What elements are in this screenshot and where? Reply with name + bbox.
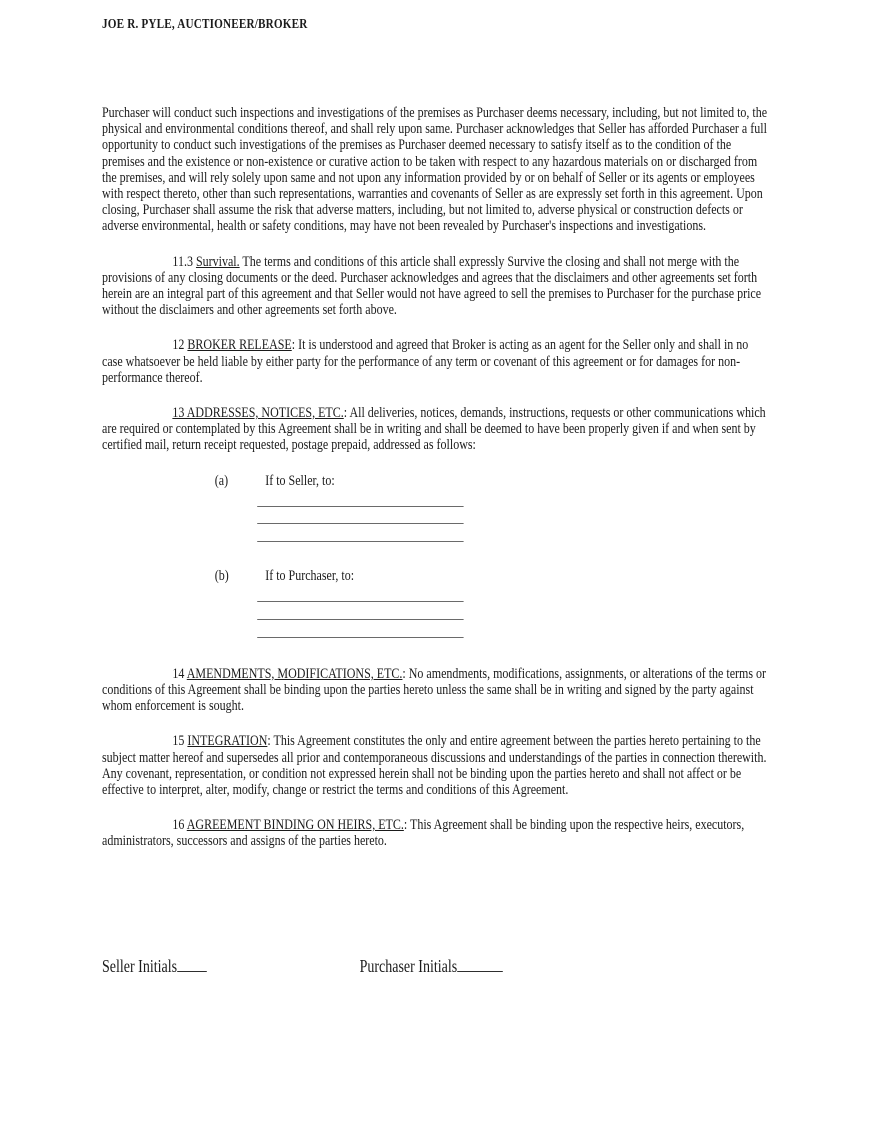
section-survival: [102, 254, 768, 319]
section-body: This Agreement shall be binding upon the respective heirs, executors, administrators, successors and assigns of the parties hereto.: [102, 817, 745, 850]
section-addresses-notices: [102, 405, 768, 454]
address-blank-line: [257, 489, 463, 507]
notice-text-purchaser: If to Purchaser, to:: [265, 568, 355, 585]
section-number: 11.3: [172, 253, 196, 270]
section-separator: :: [291, 337, 296, 354]
section-number: 12: [172, 337, 188, 354]
address-blank-line: [257, 507, 463, 525]
section-number: 14: [172, 665, 187, 682]
section-separator: :: [403, 817, 408, 834]
purchaser-initials-blank: [457, 956, 503, 972]
document-content: [102, 17, 768, 980]
section-body: The terms and conditions of this article shall expressly Survive the closing and shall not merge with the provisions of any closing documents or the deed. Purchaser acknowledges and agrees that the disclaimers and other agreements set forth herein are an integral part of this agreement and that Seller would not have agreed to sell the premises to Purchaser for the purchase price without the disclaimers and other agreements set forth above.: [102, 253, 762, 319]
section-separator: :: [267, 733, 271, 750]
initials-footer: [102, 956, 768, 980]
section-title: INTEGRATION: [187, 733, 268, 750]
seller-address-blanks: [257, 489, 463, 542]
section-title: 13 ADDRESSES, NOTICES, ETC.: [172, 405, 344, 422]
address-blank-line: [257, 620, 463, 638]
paragraph-inspections: Purchaser will conduct such inspections and investigations of the premises as Purchaser deems necessary, including, but not limited to, the physical and environmental conditions thereof, and shall rely upon same. Purchaser acknowledges that Seller has afforded Purchaser a full opportunity to conduct such investigations of the premises as Purchaser deemed necessary to satisfy itself as to the condition of the premises and the existence or non-existence or curative action to be taken with respect to any hazardous materials on or discharged from the premises, and will rely solely upon same and not upon any information provided by or on behalf of Seller or its agents or employees with respect thereto, other than such representations, warranties and covenants of Seller as are expressly set forth in this agreement. Upon closing, Purchaser shall assume the risk that adverse matters, including, but not limited to, adverse physical or construction defects or adverse environmental, health or safety conditions, may have not been revealed by Purchaser's inspections and investigations.: [102, 105, 768, 235]
section-amendments: [102, 666, 768, 715]
section-separator: :: [343, 405, 348, 422]
address-blank-line: [257, 602, 463, 620]
seller-initials-label: Seller Initials: [102, 955, 178, 976]
notice-label-a: (a): [214, 472, 229, 489]
section-title: AMENDMENTS, MODIFICATIONS, ETC.: [186, 665, 403, 682]
notice-row: [102, 568, 768, 584]
section-body: This Agreement constitutes the only and entire agreement between the parties hereto pertaining to the subject matter hereof and supersedes all prior and contemporaneous discussions and understandings of the parties in connection therewith. Any covenant, representation, or condition not expressed herein shall not be binding upon the parties hereto and shall not affect or be effective to interpret, alter, modify, change or restrict the terms and conditions of this Agreement.: [102, 733, 767, 799]
address-blank-line: [257, 584, 463, 602]
section-broker-release: [102, 337, 768, 386]
section-integration: [102, 733, 768, 798]
notice-seller-address: [102, 473, 768, 543]
seller-initials-blank: [177, 956, 207, 972]
notice-label-b: (b): [214, 568, 229, 585]
notice-row: [102, 473, 768, 489]
purchaser-initials: [360, 956, 503, 976]
section-body: All deliveries, notices, demands, instructions, requests or other communications which are required or contemplated by this Agreement shall be in writing and shall be deemed to have been properly given if and when sent by certified mail, return receipt requested, postage prepaid, addressed as follows:: [102, 405, 766, 454]
purchaser-address-blanks: [257, 584, 463, 637]
section-number: 16: [172, 817, 187, 834]
section-title: AGREEMENT BINDING ON HEIRS, ETC.: [186, 817, 404, 834]
section-binding-on-heirs: [102, 817, 768, 849]
section-body: No amendments, modifications, assignments, or alterations of the terms or conditions of this Agreement shall be binding upon the parties hereto unless the same shall be in writing and signed by the party against whom enforcement is sought.: [102, 665, 767, 715]
notice-purchaser-address: [102, 568, 768, 638]
section-separator: :: [402, 665, 406, 682]
purchaser-initials-label: Purchaser Initials: [359, 955, 458, 976]
notice-text-seller: If to Seller, to:: [265, 472, 335, 489]
document-header: JOE R. PYLE, AUCTIONEER/BROKER: [102, 17, 308, 32]
seller-initials: [102, 956, 207, 976]
section-number: 15: [172, 733, 188, 750]
section-title: BROKER RELEASE: [187, 337, 292, 354]
section-body: It is understood and agreed that Broker is acting as an agent for the Seller only and shall in no case whatsoever be held liable by either party for the performance of any term or covenant of this agreement or for damages for non-performance thereof.: [102, 337, 749, 386]
address-blank-line: [257, 524, 463, 542]
section-title: Survival.: [195, 253, 240, 270]
